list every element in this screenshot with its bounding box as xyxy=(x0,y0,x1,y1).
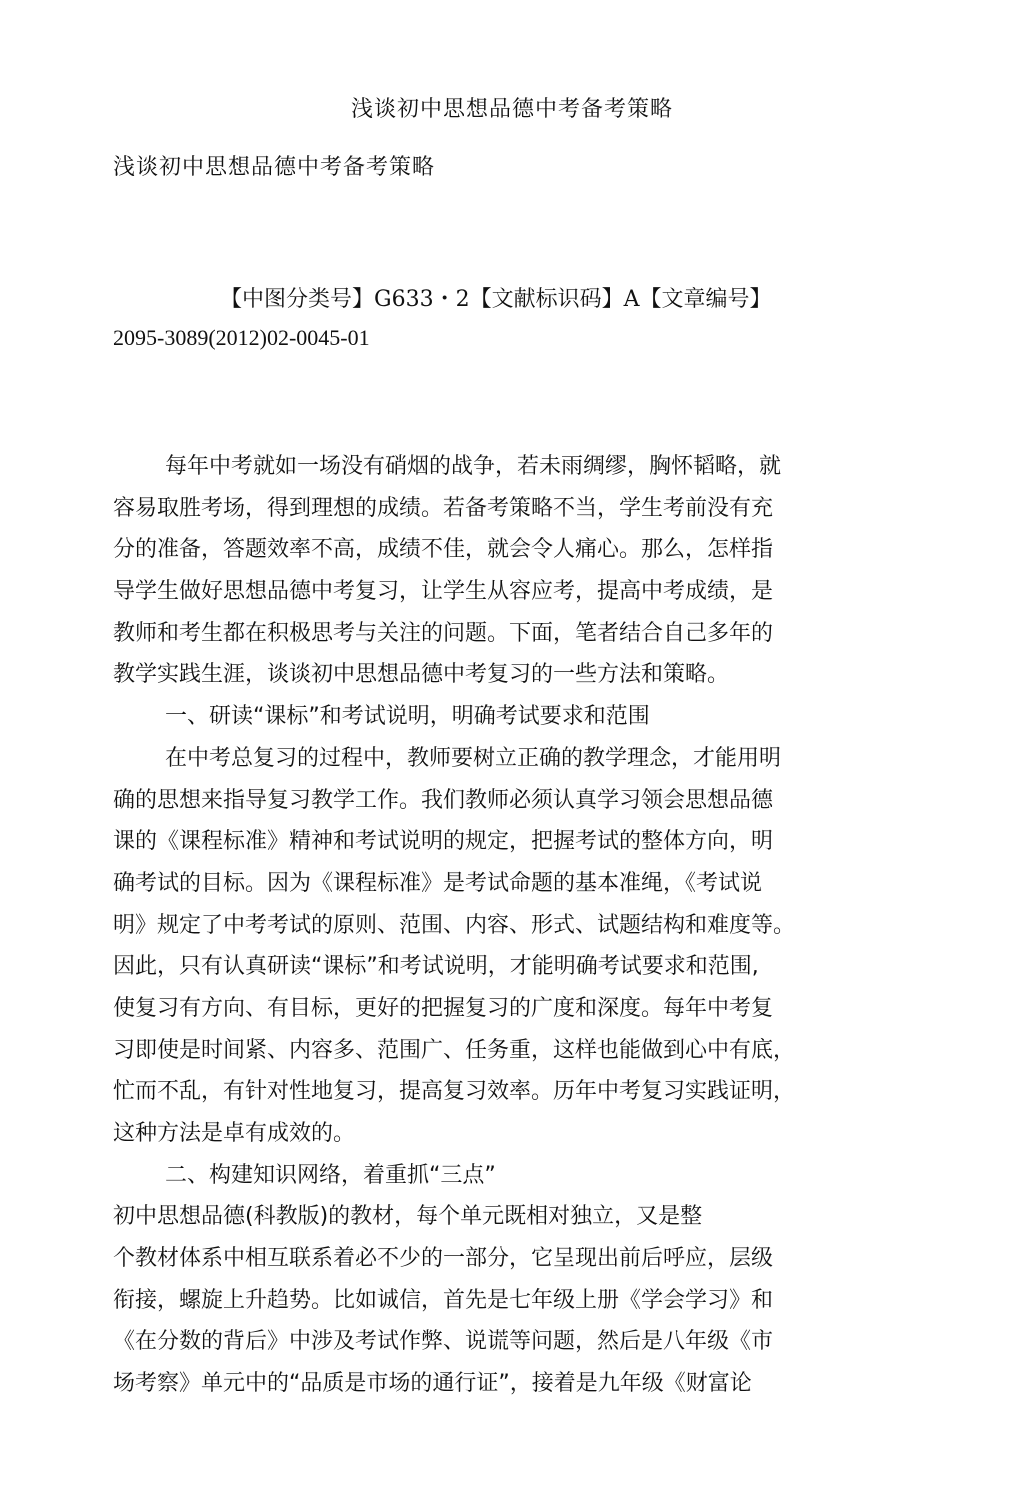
text-line: 教学实践生涯，谈谈初中思想品德中考复习的一些方法和策略。 xyxy=(113,662,730,688)
text-line: 《在分数的背后》中涉及考试作弊、说谎等问题，然后是八年级《市 xyxy=(113,1329,774,1355)
text-line: 因此，只有认真研读“课标”和考试说明，才能明确考试要求和范围, xyxy=(113,954,759,980)
section-heading-1: 一、研读“课标”和考试说明，明确考试要求和范围 xyxy=(165,704,650,730)
text-line: 场考察》单元中的“品质是市场的通行证”，接着是九年级《财富论 xyxy=(113,1371,752,1397)
text-line: 衔接，螺旋上升趋势。比如诚信，首先是七年级上册《学会学习》和 xyxy=(113,1287,774,1313)
text-line: 确的思想来指导复习教学工作。我们教师必须认真学习领会思想品德 xyxy=(113,787,774,813)
text-line: 在中考总复习的过程中，教师要树立正确的教学理念，才能用明 xyxy=(165,745,782,771)
classification-info: 【中图分类号】G633・2【文献标识码】A【文章编号】 xyxy=(220,287,772,312)
text-line: 使复习有方向、有目标，更好的把握复习的广度和深度。每年中考复 xyxy=(113,995,774,1021)
text-line: 导学生做好思想品德中考复习，让学生从容应考，提高中考成绩，是 xyxy=(113,579,774,605)
text-line: 分的准备，答题效率不高，成绩不佳，就会令人痛心。那么，怎样指 xyxy=(113,537,774,563)
running-header-title: 浅谈初中思想品德中考备考策略 xyxy=(350,97,673,122)
text-line: 容易取胜考场，得到理想的成绩。若备考策略不当，学生考前没有充 xyxy=(113,495,774,521)
text-line: 初中思想品德(科教版)的教材，每个单元既相对独立，又是整 xyxy=(113,1204,703,1230)
text-line: 这种方法是卓有成效的。 xyxy=(113,1121,356,1146)
article-title: 浅谈初中思想品德中考备考策略 xyxy=(113,155,436,180)
text-line: 个教材体系中相互联系着必不少的一部分，它呈现出前后呼应，层级 xyxy=(113,1246,774,1272)
text-line: 教师和考生都在积极思考与关注的问题。下面，笔者结合自己多年的 xyxy=(113,620,774,646)
text-line: 每年中考就如一场没有硝烟的战争，若未雨绸缪，胸怀韬略，就 xyxy=(165,454,782,479)
section-heading-2: 二、构建知识网络，着重抓“三点” xyxy=(165,1162,496,1188)
text-line: 明》规定了中考考试的原则、范围、内容、形式、试题结构和难度等。 xyxy=(113,912,796,938)
text-line: 确考试的目标。因为《课程标准》是考试命题的基本准绳，《考试说 xyxy=(113,870,763,896)
article-body xyxy=(113,446,873,1405)
text-line: 忙而不乱，有针对性地复习，提高复习效率。历年中考复习实践证明， xyxy=(113,1079,796,1105)
text-line: 课的《课程标准》精神和考试说明的规定，把握考试的整体方向，明 xyxy=(113,829,774,855)
text-line: 习即使是时间紧、内容多、范围广、任务重，这样也能做到心中有底， xyxy=(113,1037,796,1063)
article-number: 2095-3089(2012)02-0045-01 xyxy=(113,325,370,350)
